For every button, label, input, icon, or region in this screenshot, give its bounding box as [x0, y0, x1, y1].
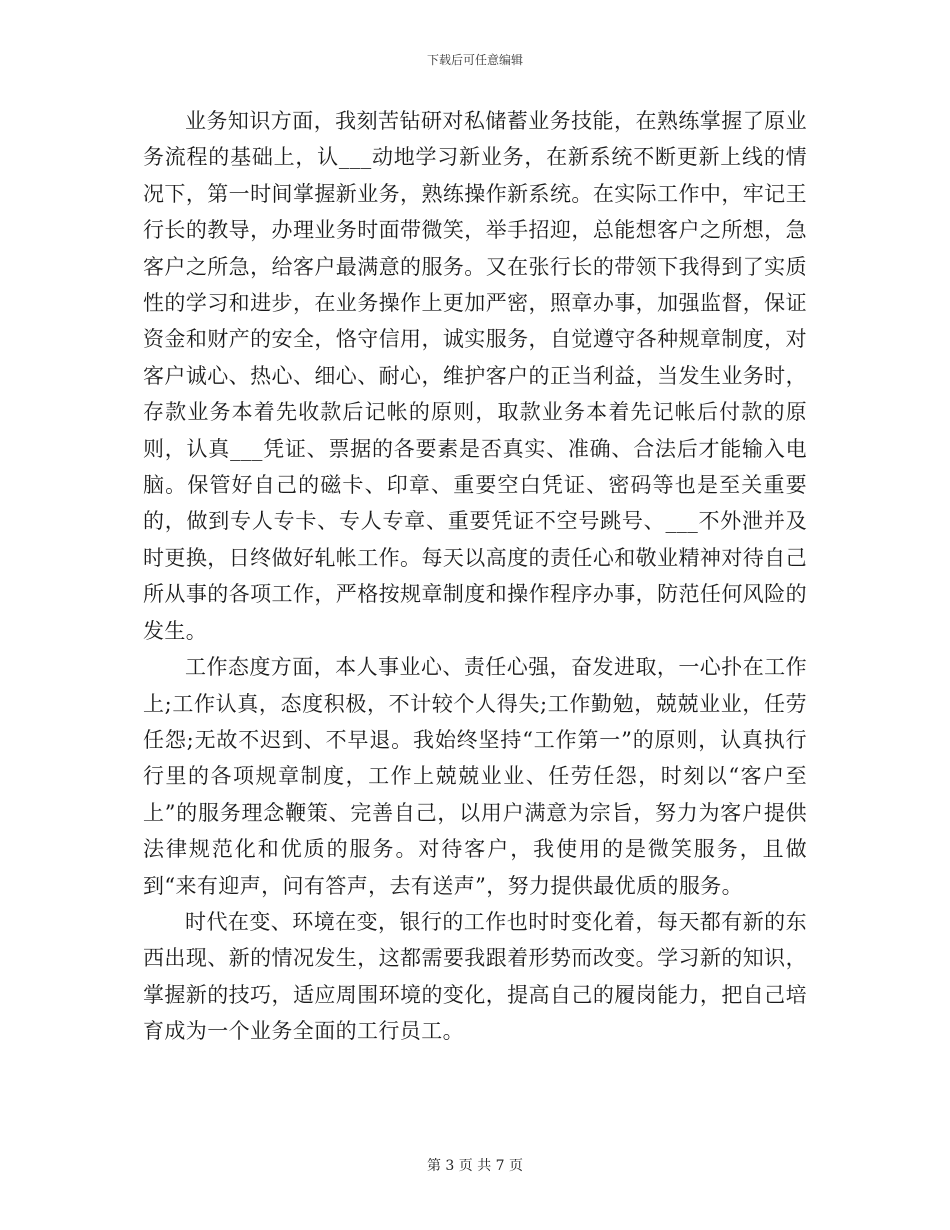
paragraph-business-knowledge: 业务知识方面，我刻苦钻研对私储蓄业务技能，在熟练掌握了原业务流程的基础上，认___动地学习新业务，在新系统不断更新上线的情况下，第一时间掌握新业务，熟练操作新系统。在实际工作中，牢记王行长的教导，办理业务时面带微笑，举手招迎，总能想客户之所想，急客户之所急，给客户最满意的服务。又在张行长的带领下我得到了实质性的学习和进步，在业务操作上更加严密，照章办事，加强监督，保证资金和财产的安全，恪守信用，诚实服务，自觉遵守各种规章制度，对客户诚心、热心、细心、耐心，维护客户的正当利益，当发生业务时，存款业务本着先收款后记帐的原则，取款业务本着先记帐后付款的原则，认真___凭证、票据的各要素是否真实、准确、合法后才能输入电脑。保管好自己的磁卡、印章、重要空白凭证、密码等也是至关重要的，做到专人专卡、专人专章、重要凭证不空号跳号、___不外泄并及时更换，日终做好轧帐工作。每天以高度的责任心和敬业精神对待自己所从事的各项工作，严格按规章制度和操作程序办事，防范任何风险的发生。 — [143, 109, 807, 643]
paragraph-work-attitude: 工作态度方面，本人事业心、责任心强，奋发进取，一心扑在工作上;工作认真，态度积极，不计较个人得失;工作勤勉，兢兢业业，任劳任怨;无故不迟到、不早退。我始终坚持“工作第一”的原则，认真执行行里的各项规章制度，工作上兢兢业业、任劳任怨，时刻以“客户至上”的服务理念鞭策、完善自己，以用户满意为宗旨，努力为客户提供法律规范化和优质的服务。对待客户，我使用的是微笑服务，且做到“来有迎声，问有答声，去有送声”，努力提供最优质的服务。 — [143, 655, 807, 898]
document-body — [143, 103, 807, 1050]
page-header: 下载后可任意编辑 — [426, 53, 523, 67]
paragraph-changing-times: 时代在变、环境在变，银行的工作也时时变化着，每天都有新的东西出现、新的情况发生，这都需要我跟着形势而改变。学习新的知识，掌握新的技巧，适应周围环境的变化，提高自己的履岗能力，把自己培育成为一个业务全面的工行员工。 — [143, 909, 807, 1044]
page-number-footer: 第 3 页 共 7 页 — [426, 1158, 524, 1174]
